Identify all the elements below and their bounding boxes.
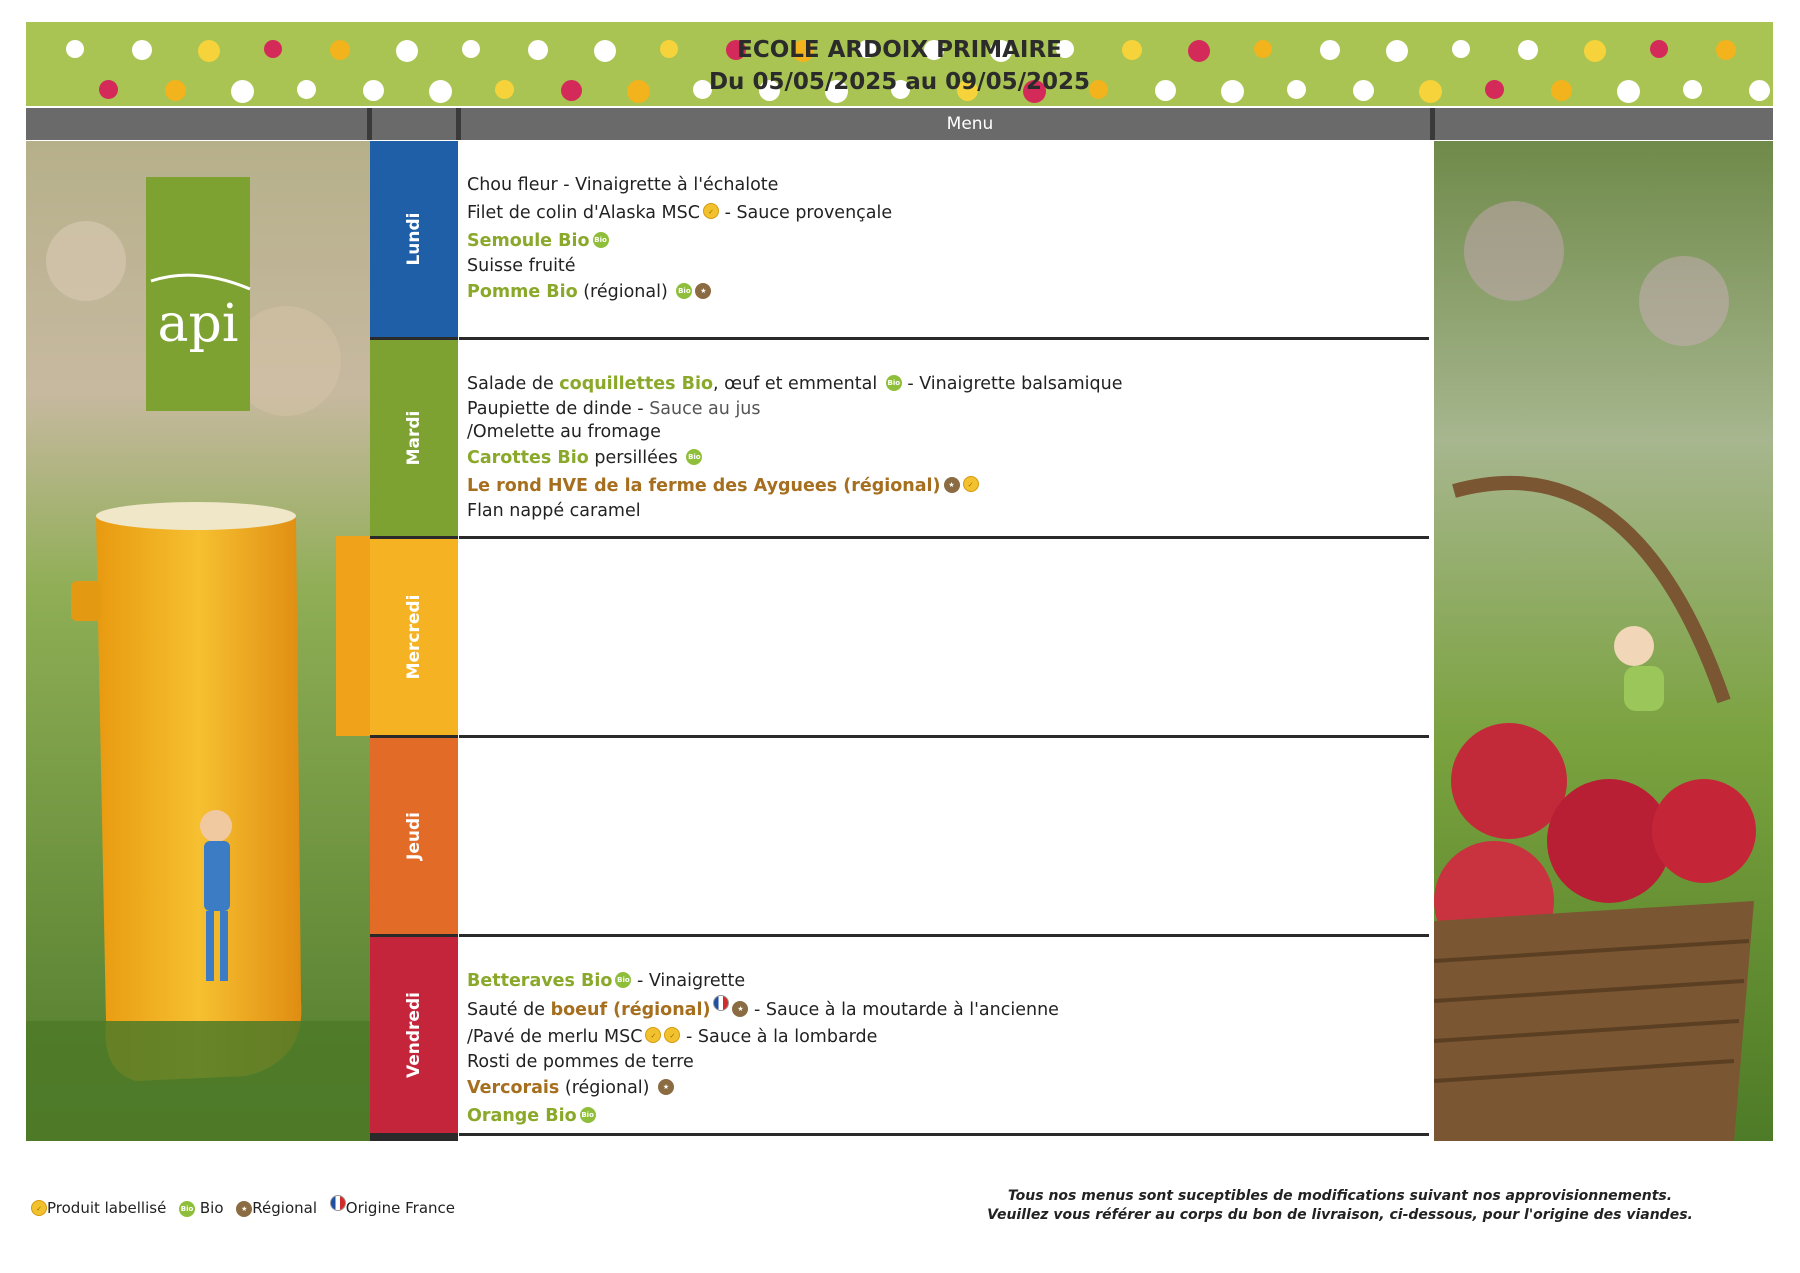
- menu-cell-lundi: [459, 141, 1429, 340]
- menu-text: - Sauce à la moutarde à l'ancienne: [748, 1000, 1059, 1020]
- label-icon: ✓: [963, 476, 979, 492]
- bio-icon: Bio: [615, 972, 631, 988]
- disclaimer: [960, 1187, 1720, 1225]
- menu-column-title: Menu: [946, 114, 994, 134]
- svg-text:api: api: [157, 294, 239, 354]
- label-icon: ✓: [703, 203, 719, 219]
- bio-icon: Bio: [676, 283, 692, 299]
- menu-text: Flan nappé caramel: [467, 501, 641, 521]
- regional-icon: ★: [658, 1079, 674, 1095]
- menu-item: [467, 255, 892, 278]
- menu-text: Semoule Bio: [467, 231, 590, 251]
- menu-item: [467, 444, 1123, 472]
- menu-item: [467, 500, 1123, 523]
- menu-text: , œuf et emmental: [713, 374, 883, 394]
- disclaimer-line-1: Tous nos menus sont suceptibles de modifications suivant nos approvisionnements.: [1007, 1188, 1673, 1204]
- day-label: Mardi: [404, 410, 424, 466]
- label-icon: ✓: [31, 1200, 47, 1216]
- menu-item: [467, 171, 892, 199]
- regional-icon: ★: [236, 1201, 252, 1217]
- menu-text: Orange Bio: [467, 1106, 577, 1126]
- menu-text: Carottes Bio: [467, 448, 589, 468]
- menu-text: - Sauce à la lombarde: [680, 1027, 878, 1047]
- legend-regional: Régional: [252, 1199, 317, 1217]
- menu-item: [467, 995, 1059, 1023]
- bio-icon: Bio: [593, 232, 609, 248]
- menu-item: [467, 398, 1123, 421]
- menu-cell-mercredi: [459, 539, 1429, 738]
- menu-text: Pomme Bio: [467, 282, 578, 302]
- page-title: [26, 34, 1773, 98]
- regional-icon: ★: [695, 283, 711, 299]
- menu-item: [467, 370, 1123, 398]
- column-separator: [367, 108, 372, 140]
- bio-icon: Bio: [686, 449, 702, 465]
- menu-items: [467, 967, 1059, 1130]
- menu-text: Suisse fruité: [467, 256, 576, 276]
- menu-text: - Vinaigrette: [631, 971, 746, 991]
- menu-text: Rosti de pommes de terre: [467, 1052, 694, 1072]
- legend-label: Produit labellisé: [47, 1199, 167, 1217]
- france-flag-icon: [330, 1195, 346, 1211]
- label-icon: ✓: [645, 1027, 661, 1043]
- legend-france: Origine France: [345, 1199, 455, 1217]
- menu-cell-mardi: [459, 340, 1429, 539]
- menu-item: [467, 1023, 1059, 1051]
- menu-text: - Vinaigrette balsamique: [901, 374, 1123, 394]
- menu-text: - Sauce provençale: [719, 203, 893, 223]
- menu-text: Sauté de: [467, 1000, 551, 1020]
- column-separator: [456, 108, 461, 140]
- menu-item: [467, 1102, 1059, 1130]
- menu-item: [467, 1051, 1059, 1074]
- menu-cell-jeudi: [459, 738, 1429, 937]
- boot-photo: [26, 141, 370, 1141]
- day-cell-jeudi: [370, 738, 458, 934]
- week-dates: Du 05/05/2025 au 09/05/2025: [708, 69, 1091, 95]
- bio-icon: Bio: [886, 375, 902, 391]
- menu-text: Paupiette de dinde -: [467, 399, 650, 419]
- menu-text: (régional): [559, 1078, 656, 1098]
- menu-item: [467, 227, 892, 255]
- regional-icon: ★: [732, 1001, 748, 1017]
- menu-items: [467, 171, 892, 306]
- menu-items: [467, 370, 1123, 523]
- menu-text: Sauce au jus: [649, 399, 761, 419]
- header-banner: [26, 22, 1773, 106]
- day-label: Mercredi: [404, 594, 424, 680]
- menu-item: [467, 472, 1123, 500]
- menu-text: boeuf (régional): [550, 1000, 711, 1020]
- menu-item: [467, 967, 1059, 995]
- bio-icon: Bio: [179, 1201, 195, 1217]
- day-cell-lundi: [370, 141, 458, 337]
- menu-text: Le rond HVE de la ferme des Ayguees (régional): [467, 476, 941, 496]
- menu-item: [467, 1074, 1059, 1102]
- menu-text: /Omelette au fromage: [467, 422, 661, 442]
- day-label: Vendredi: [404, 992, 424, 1078]
- bio-icon: Bio: [580, 1107, 596, 1123]
- menu-text: (régional): [577, 282, 674, 302]
- france-flag-icon: [713, 995, 729, 1011]
- menu-text: Chou fleur - Vinaigrette à l'échalote: [467, 175, 779, 195]
- menu-text: coquillettes Bio: [559, 374, 714, 394]
- menu-item: [467, 199, 892, 227]
- menu-header-bar: [26, 108, 1773, 140]
- day-label: Jeudi: [404, 812, 424, 860]
- menu-text: /Pavé de merlu MSC: [467, 1027, 643, 1047]
- menu-text: Betteraves Bio: [467, 971, 613, 991]
- day-label: Lundi: [404, 212, 424, 266]
- school-name: ECOLE ARDOIX PRIMAIRE: [737, 37, 1062, 63]
- menu-cell-vendredi: [459, 937, 1429, 1136]
- apple-basket-photo: [1434, 141, 1773, 1141]
- day-cell-vendredi: [370, 937, 458, 1133]
- legend: [28, 1195, 455, 1217]
- menu-text: persillées: [588, 448, 684, 468]
- legend-bio: Bio: [199, 1199, 224, 1217]
- day-cell-mercredi: [370, 539, 458, 735]
- label-icon: ✓: [664, 1027, 680, 1043]
- menu-text: Vercorais: [467, 1078, 560, 1098]
- day-cell-mardi: [370, 340, 458, 536]
- disclaimer-line-2: Veuillez vous référer au corps du bon de livraison, ci-dessous, pour l'origine des viandes.: [987, 1207, 1693, 1223]
- menu-text: Filet de colin d'Alaska MSC: [467, 203, 700, 223]
- menu-item: [467, 278, 892, 306]
- menu-item: [467, 421, 1123, 444]
- regional-icon: ★: [944, 477, 960, 493]
- menu-text: Salade de: [467, 374, 560, 394]
